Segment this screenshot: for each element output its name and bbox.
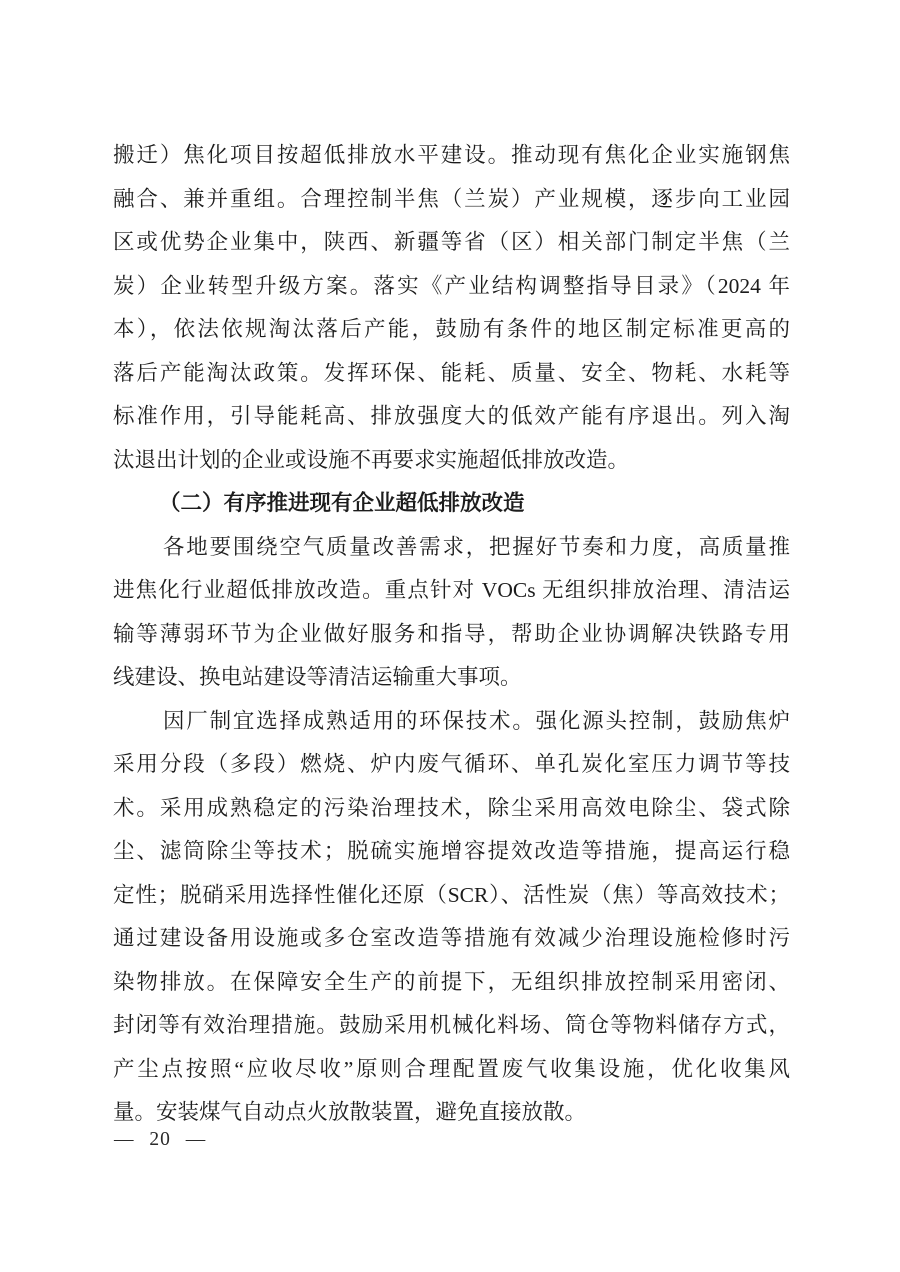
- text-line: 通过建设备用设施或多仓室改造等措施有效减少治理设施检修时污: [113, 926, 790, 950]
- section-heading: （二）有序推进现有企业超低排放改造: [159, 491, 525, 515]
- text-line: 因厂制宜选择成熟适用的环保技术。强化源头控制，鼓励焦炉: [163, 708, 790, 733]
- text-line: 定性；脱硝采用选择性催化还原（SCR）、活性炭（焦）等高效技术；: [113, 882, 790, 907]
- text-line: 融合、兼并重组。合理控制半焦（兰炭）产业规模，逐步向工业园: [113, 186, 790, 211]
- text-line: 标准作用，引导能耗高、排放强度大的低效产能有序退出。列入淘: [113, 404, 790, 428]
- text-line: 本），依法依规淘汰落后产能，鼓励有条件的地区制定标准更高的: [113, 317, 790, 341]
- text-line: 线建设、换电站建设等清洁运输重大事项。: [113, 665, 522, 689]
- text-line: 汰退出计划的企业或设施不再要求实施超低排放改造。: [113, 447, 630, 472]
- text-line: 染物排放。在保障安全生产的前提下，无组织排放控制采用密闭、: [113, 969, 790, 994]
- text-line: 量。安装煤气自动点火放散装置，避免直接放散。: [113, 1100, 587, 1124]
- text-line: 各地要围绕空气质量改善需求，把握好节奏和力度，高质量推: [163, 534, 790, 559]
- text-line: 尘、滤筒除尘等技术；脱硫实施增容提效改造等措施，提高运行稳: [113, 839, 790, 863]
- text-line: 输等薄弱环节为企业做好服务和指导，帮助企业协调解决铁路专用: [113, 621, 790, 646]
- text-line: 区或优势企业集中，陕西、新疆等省（区）相关部门制定半焦（兰: [113, 230, 790, 254]
- text-line: 封闭等有效治理措施。鼓励采用机械化料场、筒仓等物料储存方式，: [113, 1013, 790, 1037]
- text-line: 进焦化行业超低排放改造。重点针对 VOCs 无组织排放治理、清洁运: [113, 578, 790, 602]
- text-line: 炭）企业转型升级方案。落实《产业结构调整指导目录》（2024 年: [113, 273, 790, 298]
- text-line: 搬迁）焦化项目按超低排放水平建设。推动现有焦化企业实施钢焦: [113, 143, 790, 167]
- text-line: 产尘点按照“应收尽收”原则合理配置废气收集设施，优化收集风: [113, 1056, 790, 1081]
- page-text: [113, 134, 790, 1135]
- text-line: 采用分段（多段）燃烧、炉内废气循环、单孔炭化室压力调节等技: [113, 752, 790, 776]
- text-line: 术。采用成熟稳定的污染治理技术，除尘采用高效电除尘、袋式除: [113, 795, 790, 820]
- text-line: 落后产能淘汰政策。发挥环保、能耗、质量、安全、物耗、水耗等: [113, 360, 790, 385]
- page-number: — 20 —: [114, 1129, 207, 1150]
